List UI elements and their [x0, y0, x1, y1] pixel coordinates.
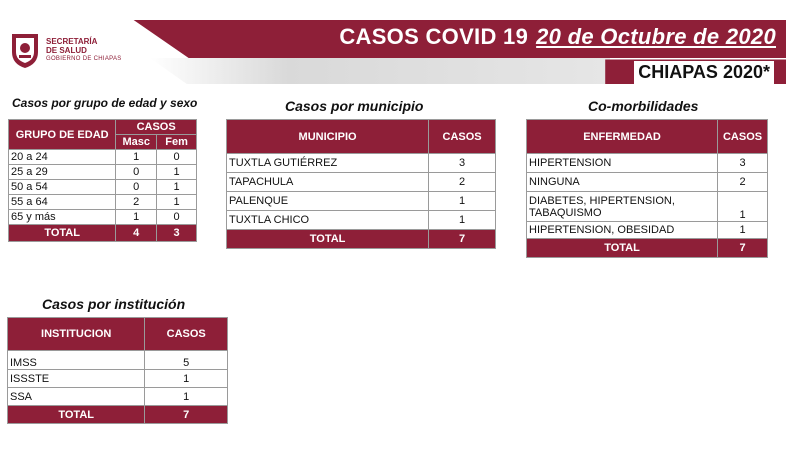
comorbilidades-section-title: Co-morbilidades [588, 98, 699, 114]
comorbilidades-header-cases: CASOS [718, 120, 768, 154]
edad-header-group: GRUPO DE EDAD [9, 120, 116, 150]
municipio-total-row [227, 230, 496, 249]
institucion-total-row [8, 406, 228, 424]
comorbilidades-cell-cases: 3 [718, 154, 768, 173]
edad-cell-fem: 1 [157, 165, 197, 180]
edad-header-cases: CASOS [116, 120, 197, 135]
municipio-cell-name: PALENQUE [227, 192, 429, 211]
comorbilidades-header-name: ENFERMEDAD [527, 120, 718, 154]
table-row [8, 351, 228, 370]
institucion-header-name: INSTITUCION [8, 318, 145, 351]
table-row [8, 370, 228, 388]
comorbilidades-total-value: 7 [718, 239, 768, 258]
comorbilidades-cell-name: HIPERTENSION [527, 154, 718, 173]
page-title [339, 24, 776, 54]
table-row [9, 165, 197, 180]
logo-line2: DE SALUD [46, 45, 87, 55]
institucion-header-cases: CASOS [145, 318, 228, 351]
municipio-total-value: 7 [429, 230, 496, 249]
comorbilidades-cell-name: HIPERTENSION, OBESIDAD [527, 222, 718, 239]
table-row [9, 195, 197, 210]
municipio-header-cases: CASOS [429, 120, 496, 154]
municipio-cell-cases: 1 [429, 211, 496, 230]
edad-cell-grupo: 55 a 64 [9, 195, 116, 210]
logo-text [46, 37, 122, 64]
edad-cell-masc: 1 [116, 210, 157, 225]
institucion-cell-cases: 5 [145, 351, 228, 370]
municipio-cell-cases: 2 [429, 173, 496, 192]
table-row [227, 211, 496, 230]
institucion-cell-cases: 1 [145, 370, 228, 388]
table-row [9, 150, 197, 165]
edad-cell-masc: 2 [116, 195, 157, 210]
edad-cell-grupo: 20 a 24 [9, 150, 116, 165]
table-row [227, 173, 496, 192]
edad-cell-grupo: 65 y más [9, 210, 116, 225]
municipio-cell-cases: 3 [429, 154, 496, 173]
table-row [527, 192, 768, 222]
edad-total-masc: 4 [116, 225, 157, 242]
edad-total-fem: 3 [157, 225, 197, 242]
table-row [9, 180, 197, 195]
institucion-cell-name: IMSS [8, 351, 145, 370]
comorbilidades-total-label: TOTAL [527, 239, 718, 258]
title-date: 20 de Octubre de 2020 [536, 24, 776, 49]
edad-total-row [9, 225, 197, 242]
edad-cell-grupo: 50 a 54 [9, 180, 116, 195]
institucion-cell-name: SSA [8, 388, 145, 406]
edad-cell-fem: 0 [157, 150, 197, 165]
region-label: CHIAPAS 2020* [634, 61, 774, 84]
logo-line1: SECRETARÍA [46, 36, 98, 46]
comorbilidades-cell-cases: 1 [718, 192, 768, 222]
logo [10, 30, 122, 70]
edad-cell-fem: 0 [157, 210, 197, 225]
institucion-cell-cases: 1 [145, 388, 228, 406]
comorbilidades-cell-cases: 2 [718, 173, 768, 192]
edad-total-label: TOTAL [9, 225, 116, 242]
municipio-cell-name: TUXTLA GUTIÉRREZ [227, 154, 429, 173]
table-row [9, 210, 197, 225]
municipio-total-label: TOTAL [227, 230, 429, 249]
institucion-total-label: TOTAL [8, 406, 145, 424]
municipio-table [226, 119, 496, 249]
edad-header-fem: Fem [157, 135, 197, 150]
institucion-section-title: Casos por institución [42, 296, 186, 312]
municipio-cell-cases: 1 [429, 192, 496, 211]
comorbilidades-table [526, 119, 768, 258]
table-row [527, 222, 768, 239]
municipio-cell-name: TUXTLA CHICO [227, 211, 429, 230]
table-row [527, 173, 768, 192]
table-row [227, 192, 496, 211]
comorbilidades-cell-cases: 1 [718, 222, 768, 239]
shield-icon [10, 30, 40, 70]
comorbilidades-cell-name: NINGUNA [527, 173, 718, 192]
edad-cell-fem: 1 [157, 180, 197, 195]
municipio-section-title: Casos por municipio [285, 98, 424, 114]
institucion-cell-name: ISSSTE [8, 370, 145, 388]
edad-cell-grupo: 25 a 29 [9, 165, 116, 180]
edad-header-masc: Masc [116, 135, 157, 150]
edad-cell-masc: 1 [116, 150, 157, 165]
table-row [527, 154, 768, 173]
municipio-header-name: MUNICIPIO [227, 120, 429, 154]
title-text: CASOS COVID 19 [339, 24, 529, 49]
table-row [227, 154, 496, 173]
municipio-cell-name: TAPACHULA [227, 173, 429, 192]
header-gray-band [150, 58, 610, 84]
comorbilidades-cell-name: DIABETES, HIPERTENSION, TABAQUISMO [527, 192, 718, 222]
logo-line3: GOBIERNO DE CHIAPAS [46, 55, 122, 62]
comorbilidades-total-row [527, 239, 768, 258]
institucion-total-value: 7 [145, 406, 228, 424]
edad-section-title: Casos por grupo de edad y sexo [12, 96, 198, 110]
edad-cell-masc: 0 [116, 165, 157, 180]
edad-cell-masc: 0 [116, 180, 157, 195]
institucion-table [7, 317, 228, 424]
table-row [8, 388, 228, 406]
edad-cell-fem: 1 [157, 195, 197, 210]
edad-table [8, 119, 197, 242]
